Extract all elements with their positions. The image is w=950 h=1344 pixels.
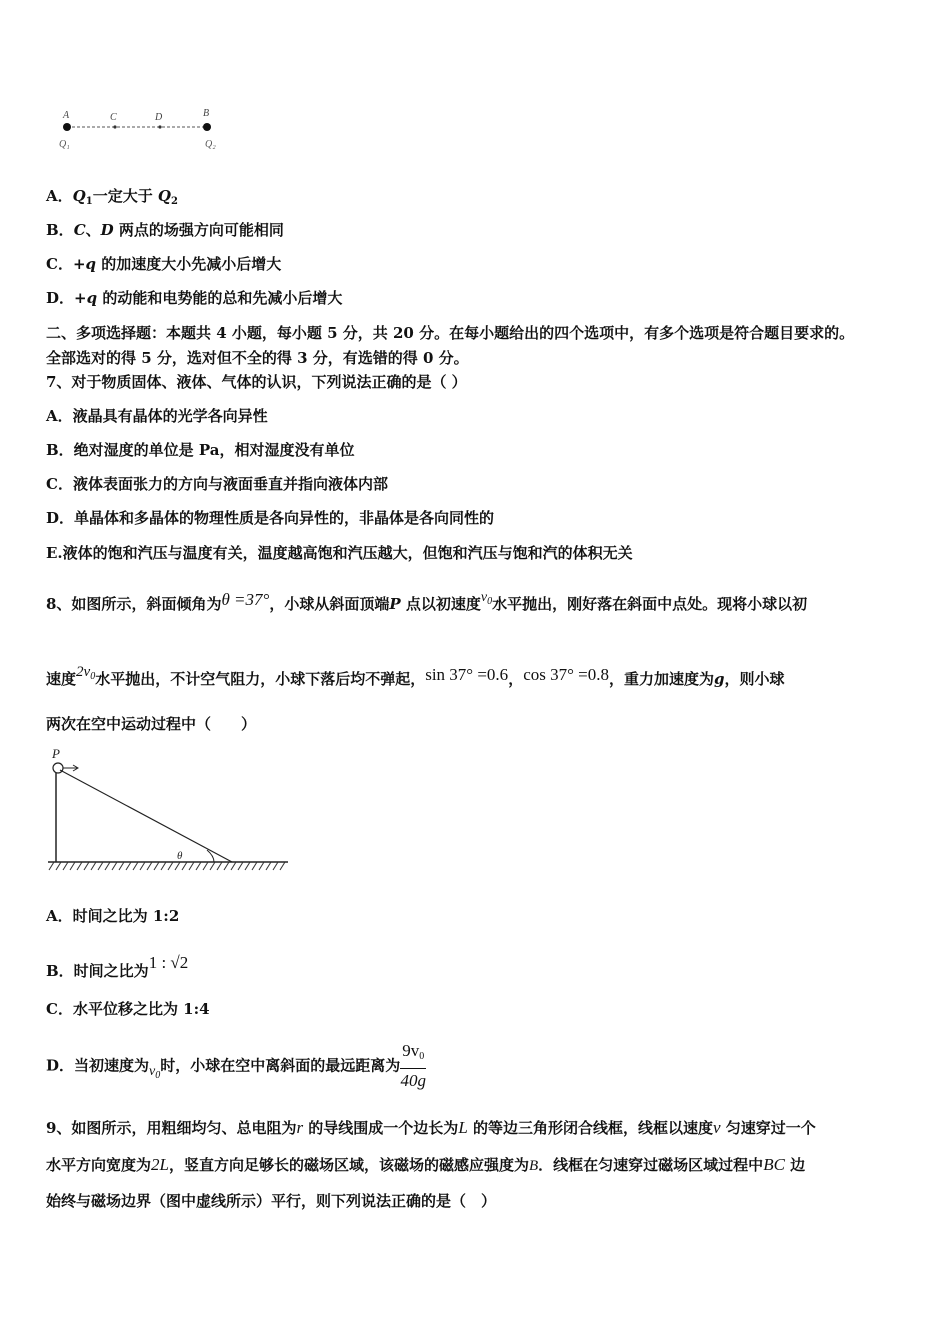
hatch-mark xyxy=(105,862,110,870)
section2-line2: 全部选对的得 5 分，选对但不全的得 3 分，有选错的得 0 分。 xyxy=(46,349,469,367)
hatch-mark xyxy=(70,862,75,870)
hatch-mark xyxy=(245,862,250,870)
hatch-mark xyxy=(217,862,222,870)
q7-option-d: D．单晶体和多晶体的物理性质是各向异性的，非晶体是各向同性的 xyxy=(46,509,495,527)
hatch-mark xyxy=(133,862,138,870)
hatch-mark xyxy=(119,862,124,870)
fig-label-p: P xyxy=(52,746,60,761)
ball-icon xyxy=(53,763,63,773)
hatch-mark xyxy=(56,862,61,870)
fig-label-theta: θ xyxy=(177,850,183,862)
q7-option-e: E.液体的饱和汽压与温度有关，温度越高饱和汽压越大，但饱和汽压与饱和汽的体积无关 xyxy=(46,544,633,562)
hatch-mark xyxy=(259,862,264,870)
charges-figure xyxy=(55,104,235,154)
q8-option-a: A．时间之比为 1:2 xyxy=(46,907,180,925)
hatch-mark xyxy=(154,862,159,870)
hatch-mark xyxy=(224,862,229,870)
q8-option-b: B．时间之比为1 : √2 xyxy=(46,953,189,980)
hatch-mark xyxy=(203,862,208,870)
hatch-mark xyxy=(182,862,187,870)
point-d-dot xyxy=(158,125,161,128)
hatch-mark xyxy=(147,862,152,870)
q8-option-c: C．水平位移之比为 1:4 xyxy=(46,1000,210,1018)
hatch-mark xyxy=(266,862,271,870)
distance-fraction: $\frac{9v_0}{40g}$ xyxy=(400,1041,426,1090)
label-q2: Q₂ xyxy=(205,139,216,150)
ground-hatching xyxy=(49,862,285,870)
q7-option-a: A．液晶具有晶体的光学各向异性 xyxy=(46,407,268,425)
section2-line1: 二、多项选择题：本题共 4 小题，每小题 5 分，共 20 分。在每小题给出的四个选项中，有多个选项是符合题目要求的。 xyxy=(46,324,855,342)
hatch-mark xyxy=(273,862,278,870)
hatch-mark xyxy=(168,862,173,870)
q9-stem-line2: 水平方向宽度为2L，竖直方向足够长的磁场区域，该磁场的磁感应强度为B．线框在匀速穿过磁场区域过程中BC 边 xyxy=(46,1155,806,1174)
q6-option-c: C．+q 的加速度大小先减小后增大 xyxy=(46,255,282,273)
point-c-dot xyxy=(113,125,116,128)
q7-stem: 7、对于物质固体、液体、气体的认识，下列说法正确的是（ ） xyxy=(46,373,467,391)
hatch-mark xyxy=(231,862,236,870)
label-a: A xyxy=(63,110,70,121)
hatch-mark xyxy=(175,862,180,870)
hatch-mark xyxy=(49,862,54,870)
charge-q2-dot xyxy=(203,123,211,131)
q8-stem-line3: 两次在空中运动过程中（ ） xyxy=(46,715,257,733)
q6-option-a: A．$Q_1$一定大于 $Q_2$ xyxy=(46,187,178,207)
hatch-mark xyxy=(91,862,96,870)
q7-option-c: C．液体表面张力的方向与液面垂直并指向液体内部 xyxy=(46,475,388,493)
hatch-mark xyxy=(84,862,89,870)
hatch-mark xyxy=(112,862,117,870)
hatch-mark xyxy=(77,862,82,870)
label-q1: Q₁ xyxy=(59,139,70,150)
slope xyxy=(60,770,232,862)
incline-figure xyxy=(44,746,294,878)
q9-stem-line3: 始终与磁场边界（图中虚线所示）平行，则下列说法正确的是（ ） xyxy=(46,1192,497,1210)
q7-option-b: B．绝对湿度的单位是 Pa，相对湿度没有单位 xyxy=(46,441,355,459)
q8-stem-line2: 速度$2v_0$水平抛出，不计空气阻力，小球下落后均不弹起，sin 37° =0.6，cos 37° =0.8，重力加速度为g，则小球 xyxy=(46,664,785,688)
hatch-mark xyxy=(252,862,257,870)
label-b: B xyxy=(203,108,210,119)
q8-option-d: D．当初速度为$v_0$时，小球在空中离斜面的最远距离为 $\frac{9v_0}{40g}$ xyxy=(46,1040,426,1090)
q6-option-d: D．+q 的动能和电势能的总和先减小后增大 xyxy=(46,289,343,307)
q8-stem-line1: 8、如图所示，斜面倾角为θ =37°，小球从斜面顶端P 点以初速度$v_0$水平抛出，刚好落在斜面中点处。现将小球以初 xyxy=(46,590,808,613)
hatch-mark xyxy=(140,862,145,870)
hatch-mark xyxy=(161,862,166,870)
hatch-mark xyxy=(210,862,215,870)
hatch-mark xyxy=(238,862,243,870)
label-c: C xyxy=(110,112,117,123)
hatch-mark xyxy=(189,862,194,870)
hatch-mark xyxy=(280,862,285,870)
charge-q1-dot xyxy=(63,123,71,131)
hatch-mark xyxy=(98,862,103,870)
hatch-mark xyxy=(63,862,68,870)
q9-stem-line1: 9、如图所示，用粗细均匀、总电阻为r 的导线围成一个边长为L 的等边三角形闭合线框，线框以速度v 匀速穿过一个 xyxy=(46,1118,816,1137)
q6-option-b: B．C、D 两点的场强方向可能相同 xyxy=(46,221,284,239)
label-d: D xyxy=(155,112,163,123)
hatch-mark xyxy=(196,862,201,870)
hatch-mark xyxy=(126,862,131,870)
